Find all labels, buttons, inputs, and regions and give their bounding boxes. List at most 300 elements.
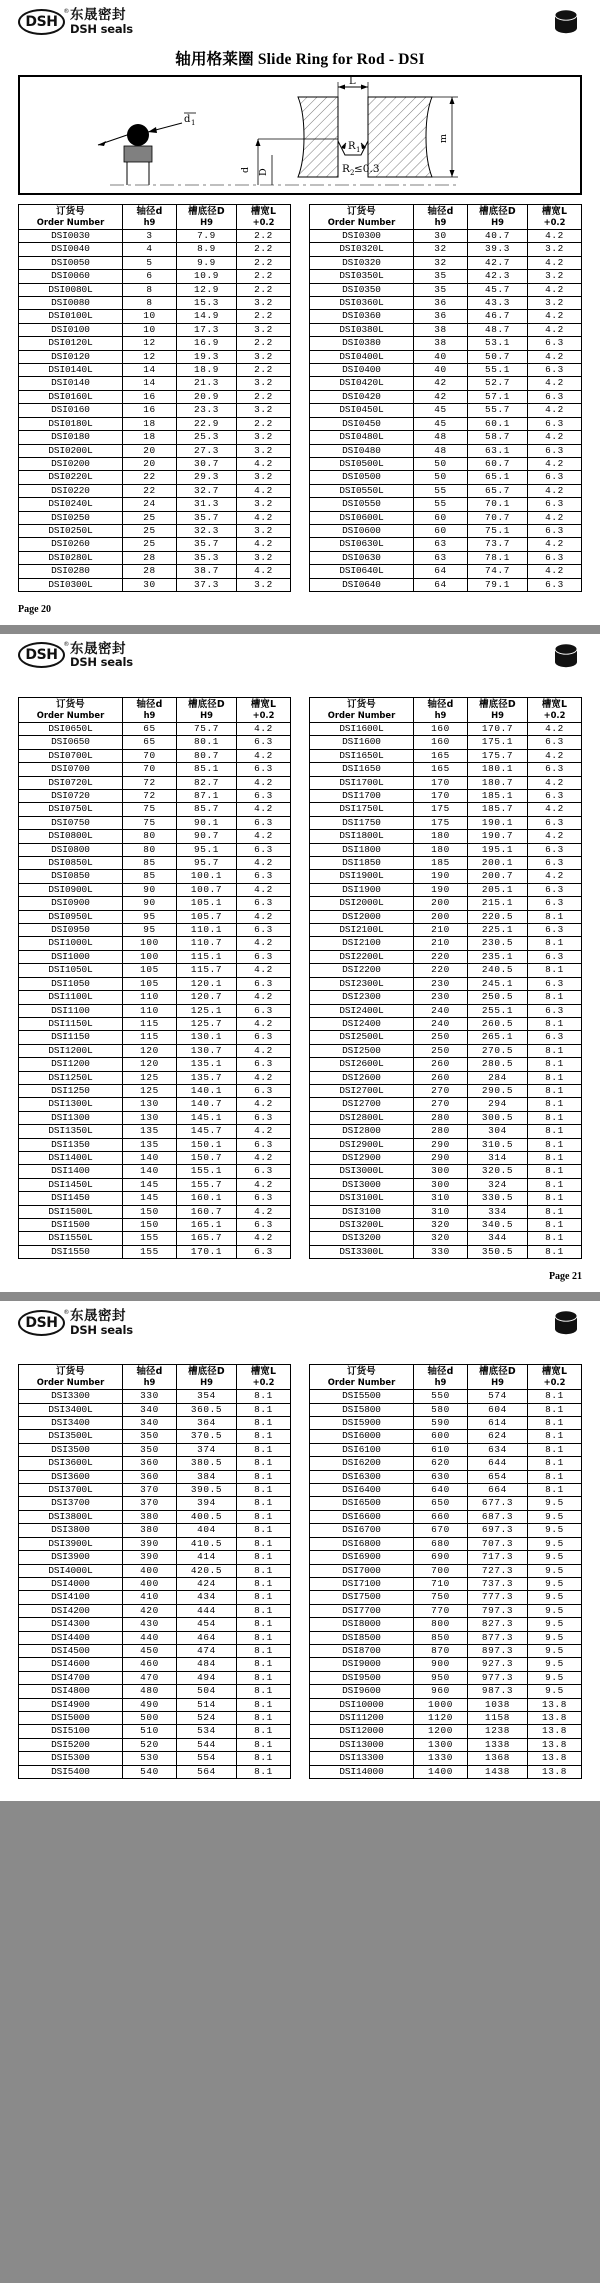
cell-shaft-diameter: 220 <box>414 950 468 963</box>
cell-shaft-diameter: 490 <box>123 1698 177 1711</box>
cell-shaft-diameter: 20 <box>123 444 177 457</box>
cell-order-number: DSI0160 <box>19 404 123 417</box>
cell-order-number: DSI1700 <box>310 790 414 803</box>
table-row <box>310 1725 582 1738</box>
cell-shaft-diameter: 5 <box>123 256 177 269</box>
cell-groove-width: 6.3 <box>237 1084 291 1097</box>
cell-order-number: DSI2200L <box>310 950 414 963</box>
cell-shaft-diameter: 1200 <box>414 1725 468 1738</box>
col-header-shaft-diameter: 轴径d h9 <box>123 1365 177 1390</box>
cell-order-number: DSI1200 <box>19 1058 123 1071</box>
cell-groove-diameter: 115.7 <box>177 964 237 977</box>
cell-shaft-diameter: 20 <box>123 457 177 470</box>
cell-shaft-diameter: 12 <box>123 350 177 363</box>
cell-groove-width: 3.2 <box>528 297 582 310</box>
cell-groove-diameter: 95.1 <box>177 843 237 856</box>
cell-groove-diameter: 14.9 <box>177 310 237 323</box>
cell-groove-width: 3.2 <box>528 243 582 256</box>
table-row <box>19 977 291 990</box>
cell-groove-diameter: 524 <box>177 1711 237 1724</box>
cell-shaft-diameter: 1330 <box>414 1752 468 1765</box>
cell-order-number: DSI0040 <box>19 243 123 256</box>
catalog-page <box>0 634 600 1292</box>
cell-order-number: DSI3300L <box>310 1245 414 1258</box>
catalog-page <box>0 1301 600 1801</box>
table-row <box>310 337 582 350</box>
cell-groove-diameter: 10.9 <box>177 270 237 283</box>
col-header-shaft-diameter: 轴径d h9 <box>414 1365 468 1390</box>
cell-shaft-diameter: 1400 <box>414 1765 468 1778</box>
cell-groove-width: 2.2 <box>237 417 291 430</box>
cell-shaft-diameter: 175 <box>414 803 468 816</box>
cell-order-number: DSI1750L <box>310 803 414 816</box>
col-header-order-number: 订货号 Order Number <box>19 1365 123 1390</box>
col-header-groove-width: 槽宽L +0.2 <box>528 1365 582 1390</box>
cell-shaft-diameter: 550 <box>414 1390 468 1403</box>
col-header-order-number: 订货号 Order Number <box>19 697 123 722</box>
cell-groove-width: 8.1 <box>528 1484 582 1497</box>
cell-shaft-diameter: 105 <box>123 964 177 977</box>
cell-shaft-diameter: 650 <box>414 1497 468 1510</box>
cell-order-number: DSI5900 <box>310 1417 414 1430</box>
cell-shaft-diameter: 28 <box>123 551 177 564</box>
cell-groove-width: 8.1 <box>528 991 582 1004</box>
cell-groove-diameter: 697.3 <box>468 1524 528 1537</box>
cell-groove-width: 8.1 <box>528 1017 582 1030</box>
cell-groove-diameter: 115.1 <box>177 950 237 963</box>
cell-order-number: DSI1050 <box>19 977 123 990</box>
table-row <box>19 1551 291 1564</box>
col-header-groove-width: 槽宽L +0.2 <box>528 697 582 722</box>
cell-groove-diameter: 200.7 <box>468 870 528 883</box>
cell-groove-diameter: 160.1 <box>177 1192 237 1205</box>
seal-ring-icon <box>552 1310 580 1336</box>
cell-groove-diameter: 79.1 <box>468 578 528 591</box>
cell-shaft-diameter: 55 <box>414 498 468 511</box>
table-row <box>310 1178 582 1191</box>
table-row <box>19 471 291 484</box>
cell-groove-width: 6.3 <box>528 883 582 896</box>
cell-order-number: DSI5100 <box>19 1725 123 1738</box>
cell-shaft-diameter: 140 <box>123 1151 177 1164</box>
cell-order-number: DSI2200 <box>310 964 414 977</box>
cell-groove-width: 3.2 <box>237 323 291 336</box>
cell-order-number: DSI1100 <box>19 1004 123 1017</box>
table-row <box>19 1644 291 1657</box>
cell-shaft-diameter: 90 <box>123 897 177 910</box>
cell-shaft-diameter: 370 <box>123 1484 177 1497</box>
cell-groove-diameter: 21.3 <box>177 377 237 390</box>
cell-shaft-diameter: 500 <box>123 1711 177 1724</box>
cell-order-number: DSI1050L <box>19 964 123 977</box>
cell-order-number: DSI4600 <box>19 1658 123 1671</box>
cell-groove-diameter: 265.1 <box>468 1031 528 1044</box>
cell-shaft-diameter: 175 <box>414 816 468 829</box>
cell-groove-diameter: 58.7 <box>468 431 528 444</box>
cell-groove-width: 8.1 <box>237 1671 291 1684</box>
cell-groove-diameter: 897.3 <box>468 1644 528 1657</box>
col-header-groove-width: 槽宽L +0.2 <box>237 1365 291 1390</box>
cell-order-number: DSI0350L <box>310 270 414 283</box>
cell-groove-width: 6.3 <box>528 524 582 537</box>
cell-order-number: DSI0450 <box>310 417 414 430</box>
dsh-logo-icon <box>18 641 69 668</box>
cell-groove-width: 4.2 <box>528 310 582 323</box>
cell-order-number: DSI0720L <box>19 776 123 789</box>
cell-shaft-diameter: 63 <box>414 551 468 564</box>
cell-order-number: DSI4900 <box>19 1698 123 1711</box>
cell-groove-diameter: 827.3 <box>468 1618 528 1631</box>
spec-table <box>18 1364 291 1779</box>
table-row <box>19 1765 291 1778</box>
cell-groove-width: 6.3 <box>237 1004 291 1017</box>
table-row <box>19 857 291 870</box>
cell-groove-width: 2.2 <box>237 310 291 323</box>
svg-text:1: 1 <box>191 119 196 127</box>
cell-groove-diameter: 444 <box>177 1604 237 1617</box>
cell-groove-diameter: 220.5 <box>468 910 528 923</box>
cell-groove-width: 9.5 <box>528 1644 582 1657</box>
cell-shaft-diameter: 8 <box>123 283 177 296</box>
cell-groove-diameter: 75.7 <box>177 722 237 735</box>
cell-groove-width: 8.1 <box>237 1631 291 1644</box>
cell-shaft-diameter: 640 <box>414 1484 468 1497</box>
cell-order-number: DSI8500 <box>310 1631 414 1644</box>
table-row <box>19 417 291 430</box>
cell-order-number: DSI4700 <box>19 1671 123 1684</box>
cell-shaft-diameter: 240 <box>414 1004 468 1017</box>
cell-groove-width: 4.2 <box>237 1151 291 1164</box>
cell-groove-diameter: 334 <box>468 1205 528 1218</box>
cell-shaft-diameter: 125 <box>123 1084 177 1097</box>
cell-shaft-diameter: 400 <box>123 1564 177 1577</box>
table-row <box>19 538 291 551</box>
cell-order-number: DSI1200L <box>19 1044 123 1057</box>
table-row <box>19 243 291 256</box>
table-row <box>19 1524 291 1537</box>
cell-groove-diameter: 180.1 <box>468 763 528 776</box>
cell-shaft-diameter: 115 <box>123 1031 177 1044</box>
dsh-logo-icon <box>18 7 69 35</box>
table-row <box>310 565 582 578</box>
table-row <box>310 377 582 390</box>
cell-shaft-diameter: 45 <box>414 417 468 430</box>
cell-order-number: DSI0500 <box>310 471 414 484</box>
cell-groove-width: 9.5 <box>528 1658 582 1671</box>
table-row <box>310 1577 582 1590</box>
table-row <box>310 736 582 749</box>
cell-groove-diameter: 40.7 <box>468 230 528 243</box>
cell-groove-width: 13.8 <box>528 1738 582 1751</box>
cell-order-number: DSI0240L <box>19 498 123 511</box>
cell-order-number: DSI1850 <box>310 857 414 870</box>
cell-order-number: DSI1550L <box>19 1232 123 1245</box>
cell-shaft-diameter: 900 <box>414 1658 468 1671</box>
table-row <box>310 1470 582 1483</box>
table-row <box>19 1219 291 1232</box>
cell-order-number: DSI4400 <box>19 1631 123 1644</box>
cell-shaft-diameter: 10 <box>123 323 177 336</box>
table-row <box>19 511 291 524</box>
table-row <box>310 1098 582 1111</box>
cell-groove-diameter: 95.7 <box>177 857 237 870</box>
cell-groove-diameter: 987.3 <box>468 1685 528 1698</box>
cell-groove-width: 8.1 <box>528 1111 582 1124</box>
cell-groove-width: 13.8 <box>528 1752 582 1765</box>
cell-groove-width: 6.3 <box>528 364 582 377</box>
table-row <box>19 457 291 470</box>
table-row <box>19 1711 291 1724</box>
cell-groove-width: 4.2 <box>528 565 582 578</box>
cell-groove-width: 8.1 <box>237 1644 291 1657</box>
brand-name-cn: 东晟密封 <box>70 7 126 23</box>
cell-order-number: DSI0320L <box>310 243 414 256</box>
dsh-logo-icon <box>18 1308 69 1336</box>
cell-order-number: DSI2100L <box>310 924 414 937</box>
cell-order-number: DSI3300 <box>19 1390 123 1403</box>
cell-order-number: DSI2700 <box>310 1098 414 1111</box>
cell-groove-width: 8.1 <box>237 1537 291 1550</box>
cell-order-number: DSI0420L <box>310 377 414 390</box>
table-row <box>310 1752 582 1765</box>
svg-text:1: 1 <box>356 146 361 154</box>
cell-groove-diameter: 35.7 <box>177 538 237 551</box>
cell-groove-diameter: 185.7 <box>468 803 528 816</box>
cell-groove-diameter: 245.1 <box>468 977 528 990</box>
cell-shaft-diameter: 85 <box>123 870 177 883</box>
table-row <box>19 803 291 816</box>
table-row <box>310 1017 582 1030</box>
table-row <box>19 1192 291 1205</box>
cell-shaft-diameter: 180 <box>414 830 468 843</box>
cell-groove-width: 6.3 <box>237 763 291 776</box>
cell-shaft-diameter: 370 <box>123 1497 177 1510</box>
table-row <box>310 1537 582 1550</box>
cell-order-number: DSI8000 <box>310 1618 414 1631</box>
cell-groove-diameter: 15.3 <box>177 297 237 310</box>
table-row <box>310 457 582 470</box>
table-row <box>19 910 291 923</box>
cell-groove-diameter: 90.1 <box>177 816 237 829</box>
cell-groove-diameter: 150.1 <box>177 1138 237 1151</box>
cell-groove-width: 6.3 <box>237 1031 291 1044</box>
cell-shaft-diameter: 130 <box>123 1111 177 1124</box>
brand-name <box>70 8 133 35</box>
cell-shaft-diameter: 38 <box>414 337 468 350</box>
cell-order-number: DSI0480 <box>310 444 414 457</box>
cell-groove-diameter: 18.9 <box>177 364 237 377</box>
cell-groove-width: 4.2 <box>237 457 291 470</box>
cell-groove-width: 8.1 <box>528 1245 582 1258</box>
cell-order-number: DSI2400 <box>310 1017 414 1030</box>
cell-order-number: DSI0060 <box>19 270 123 283</box>
cell-shaft-diameter: 250 <box>414 1044 468 1057</box>
cell-groove-width: 6.3 <box>528 417 582 430</box>
cell-order-number: DSI8700 <box>310 1644 414 1657</box>
cell-groove-diameter: 235.1 <box>468 950 528 963</box>
cell-order-number: DSI4200 <box>19 1604 123 1617</box>
cell-groove-diameter: 687.3 <box>468 1510 528 1523</box>
cell-groove-diameter: 404 <box>177 1524 237 1537</box>
cell-order-number: DSI1500L <box>19 1205 123 1218</box>
cell-shaft-diameter: 16 <box>123 404 177 417</box>
cell-groove-width: 8.1 <box>237 1711 291 1724</box>
cell-order-number: DSI3100L <box>310 1192 414 1205</box>
cell-shaft-diameter: 72 <box>123 776 177 789</box>
table-row <box>19 310 291 323</box>
cell-groove-diameter: 494 <box>177 1671 237 1684</box>
cell-groove-width: 4.2 <box>528 256 582 269</box>
cell-shaft-diameter: 100 <box>123 950 177 963</box>
cell-shaft-diameter: 580 <box>414 1403 468 1416</box>
table-row <box>310 1403 582 1416</box>
table-row <box>310 230 582 243</box>
cell-groove-width: 4.2 <box>237 776 291 789</box>
cell-shaft-diameter: 48 <box>414 431 468 444</box>
cell-groove-diameter: 85.1 <box>177 763 237 776</box>
table-row <box>19 1577 291 1590</box>
spec-table <box>18 204 291 592</box>
spec-table <box>18 697 291 1259</box>
cell-order-number: DSI0080 <box>19 297 123 310</box>
cell-shaft-diameter: 30 <box>123 578 177 591</box>
cell-groove-width: 8.1 <box>528 1192 582 1205</box>
cell-groove-diameter: 284 <box>468 1071 528 1084</box>
cell-shaft-diameter: 360 <box>123 1457 177 1470</box>
table-row <box>310 1390 582 1403</box>
cell-groove-width: 6.3 <box>237 1245 291 1258</box>
cell-groove-width: 4.2 <box>237 991 291 1004</box>
table-row <box>310 977 582 990</box>
cell-groove-width: 6.3 <box>528 736 582 749</box>
cell-groove-width: 6.3 <box>528 578 582 591</box>
cell-order-number: DSI1800L <box>310 830 414 843</box>
cell-shaft-diameter: 380 <box>123 1524 177 1537</box>
cell-groove-width: 9.5 <box>528 1671 582 1684</box>
cell-groove-width: 6.3 <box>528 337 582 350</box>
cell-shaft-diameter: 50 <box>414 457 468 470</box>
cell-groove-diameter: 927.3 <box>468 1658 528 1671</box>
cell-shaft-diameter: 800 <box>414 1618 468 1631</box>
cell-groove-width: 8.1 <box>528 1084 582 1097</box>
cell-groove-diameter: 140.7 <box>177 1098 237 1111</box>
cell-order-number: DSI9600 <box>310 1685 414 1698</box>
cell-groove-width: 6.3 <box>237 816 291 829</box>
cell-groove-diameter: 290.5 <box>468 1084 528 1097</box>
cell-groove-width: 8.1 <box>237 1577 291 1590</box>
cell-shaft-diameter: 3 <box>123 230 177 243</box>
cell-groove-width: 8.1 <box>528 1205 582 1218</box>
cell-groove-diameter: 42.7 <box>468 256 528 269</box>
cell-groove-diameter: 614 <box>468 1417 528 1430</box>
page-separator <box>0 625 600 634</box>
table-row <box>19 1205 291 1218</box>
cell-shaft-diameter: 125 <box>123 1071 177 1084</box>
cell-groove-width: 6.3 <box>528 790 582 803</box>
cell-shaft-diameter: 320 <box>414 1219 468 1232</box>
cell-shaft-diameter: 70 <box>123 763 177 776</box>
cell-order-number: DSI1150 <box>19 1031 123 1044</box>
cell-groove-width: 4.2 <box>237 803 291 816</box>
table-row <box>310 816 582 829</box>
cell-groove-width: 4.2 <box>528 431 582 444</box>
cell-groove-diameter: 110.7 <box>177 937 237 950</box>
cell-shaft-diameter: 8 <box>123 297 177 310</box>
table-row <box>19 230 291 243</box>
cell-groove-width: 8.1 <box>528 1178 582 1191</box>
table-row <box>19 390 291 403</box>
cell-groove-width: 9.5 <box>528 1618 582 1631</box>
cell-groove-width: 8.1 <box>528 1138 582 1151</box>
cell-order-number: DSI0250 <box>19 511 123 524</box>
cell-order-number: DSI4500 <box>19 1644 123 1657</box>
cell-groove-width: 8.1 <box>237 1417 291 1430</box>
cell-groove-width: 2.2 <box>237 230 291 243</box>
cell-groove-width: 6.3 <box>528 763 582 776</box>
table-row <box>19 1497 291 1510</box>
table-row <box>310 870 582 883</box>
table-row <box>310 843 582 856</box>
cell-groove-diameter: 17.3 <box>177 323 237 336</box>
cell-groove-width: 4.2 <box>237 538 291 551</box>
cell-shaft-diameter: 630 <box>414 1470 468 1483</box>
registered-trademark-icon: ® <box>63 1308 69 1316</box>
cell-order-number: DSI1000L <box>19 937 123 950</box>
cell-groove-width: 9.5 <box>528 1685 582 1698</box>
cell-order-number: DSI0120 <box>19 350 123 363</box>
cell-shaft-diameter: 38 <box>414 323 468 336</box>
table-row <box>310 883 582 896</box>
table-row <box>19 270 291 283</box>
cell-groove-diameter: 20.9 <box>177 390 237 403</box>
cell-groove-diameter: 255.1 <box>468 1004 528 1017</box>
cell-shaft-diameter: 65 <box>123 736 177 749</box>
table-row <box>19 1738 291 1751</box>
cell-order-number: DSI0050 <box>19 256 123 269</box>
cell-groove-diameter: 29.3 <box>177 471 237 484</box>
col-header-order-number: 订货号 Order Number <box>310 1365 414 1390</box>
page-title: 轴用格莱圈 Slide Ring for Rod - DSI <box>175 51 425 68</box>
cell-groove-width: 6.3 <box>528 1004 582 1017</box>
table-row <box>310 897 582 910</box>
cell-groove-width: 8.1 <box>528 1443 582 1456</box>
table-row <box>310 578 582 591</box>
table-row <box>19 1484 291 1497</box>
cell-order-number: DSI7500 <box>310 1591 414 1604</box>
svg-text:R: R <box>342 163 350 175</box>
table-row <box>310 1111 582 1124</box>
cell-groove-diameter: 30.7 <box>177 457 237 470</box>
cell-groove-width: 9.5 <box>528 1551 582 1564</box>
cell-shaft-diameter: 42 <box>414 390 468 403</box>
cell-order-number: DSI2800L <box>310 1111 414 1124</box>
cell-groove-width: 8.1 <box>528 1058 582 1071</box>
cell-order-number: DSI0950 <box>19 924 123 937</box>
cell-order-number: DSI7700 <box>310 1604 414 1617</box>
cell-shaft-diameter: 120 <box>123 1058 177 1071</box>
cell-shaft-diameter: 160 <box>414 722 468 735</box>
cell-groove-width: 4.2 <box>237 1232 291 1245</box>
cell-groove-width: 8.1 <box>237 1564 291 1577</box>
cell-groove-diameter: 185.1 <box>468 790 528 803</box>
cell-groove-width: 4.2 <box>237 484 291 497</box>
cell-groove-diameter: 52.7 <box>468 377 528 390</box>
cell-order-number: DSI0800 <box>19 843 123 856</box>
cell-groove-width: 3.2 <box>237 297 291 310</box>
table-row <box>19 431 291 444</box>
cell-order-number: DSI0380 <box>310 337 414 350</box>
page-footer: Page 21 <box>548 1271 582 1283</box>
